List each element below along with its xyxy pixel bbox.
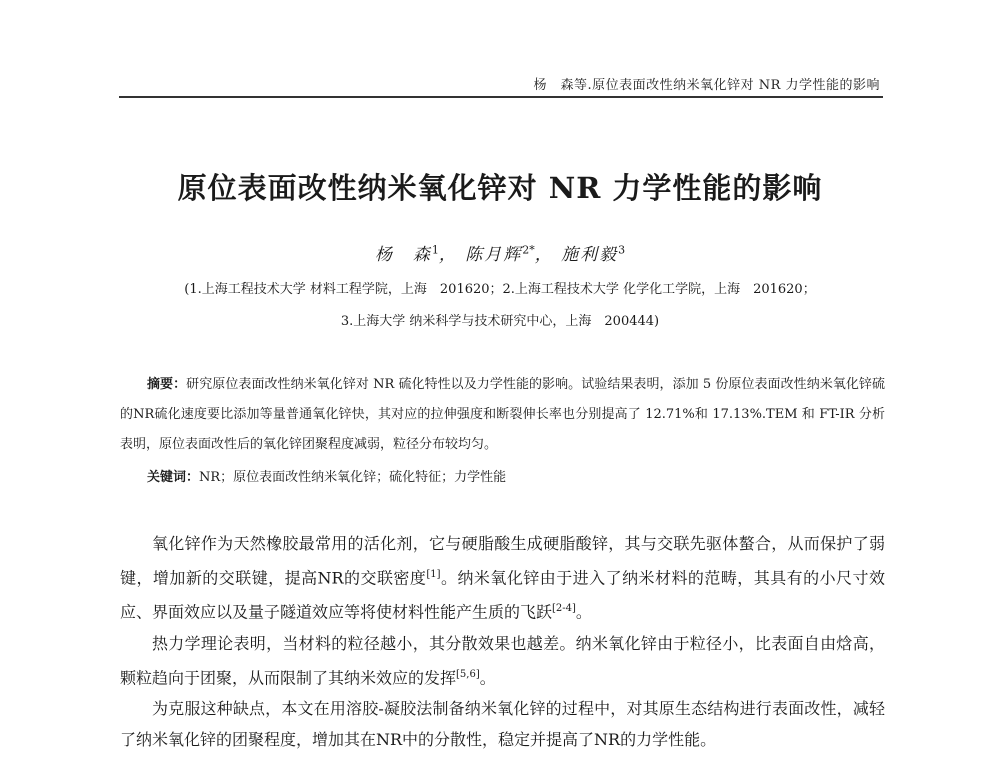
body-paragraph-2 [120,628,885,693]
body-text [120,528,885,755]
body-text-segment: 。 [479,667,496,687]
body-paragraph-1 [120,528,885,628]
abstract-text: 研究原位表面改性纳米氧化锌对 NR 硫化特性以及力学性能的影响。试验结果表明，添加 5 份原位表面改性纳米氧化锌硫的NR硫化速度要比添加等量普通氧化锌快，其对应的拉伸强度和断裂伸长率也分别提高了 12.71%和 17.13%.TEM 和 FT-IR 分析表明，原位表面改性后的氧化锌团聚程度减弱，粒径分布较均匀。 [120,377,885,452]
author-separator: ， [534,245,554,265]
body-text-segment: 热力学理论表明，当材料的粒径越小，其分散效果也越差。纳米氧化锌由于粒径小，比表面自由焓高，颗粒趋向于团聚，从而限制了其纳米效应的发挥 [120,633,885,687]
abstract-label: 摘要： [147,377,187,392]
author-name: 陈月辉 [465,245,523,265]
abstract [120,370,885,460]
keywords-text: NR；原位表面改性纳米氧化锌；硫化特征；力学性能 [199,470,507,485]
body-text-segment: 为克服这种缺点，本文在用溶胶-凝胶法制备纳米氧化锌的过程中，对其原生态结构进行表面改性，减轻了纳米氧化锌的团聚程度，增加其在NR中的分散性，稳定并提高了NR的力学性能。 [120,698,885,749]
keywords [147,466,506,485]
author-name: 施利毅 [561,245,619,265]
body-text-segment: 。 [575,602,592,622]
citation: [5,6] [456,668,480,680]
body-paragraph-3 [120,693,885,755]
author-affil-mark: 1 [431,243,439,257]
body-text-segment: 。纳米氧化锌由于进入了纳米材料的范畴，其具有的小尺寸效应、界面效应以及量子隧道效应等将使材料性能产生质的飞跃 [120,568,885,622]
author-affil-mark: 2* [522,243,535,257]
affiliation-line-2: 3.上海大学 纳米科学与技术研究中心，上海 200444) [340,314,660,329]
citation: [1] [426,569,441,580]
author-name: 杨 森 [374,245,432,265]
affiliation-line-1: (1.上海工程技术大学 材料工程学院，上海 201620；2.上海工程技术大学 化学化工学院，上海 201620； [184,282,816,297]
header-rule [119,96,883,98]
citation: [2-4] [552,603,576,615]
keywords-label: 关键词： [147,470,200,485]
author-separator: ， [438,245,458,265]
abstract-paragraph [120,370,885,460]
paper-title: 原位表面改性纳米氧化锌对 NR 力学性能的影响 [177,171,823,205]
body-text-segment: 氧化锌作为天然橡胶最常用的活化剂，它与硬脂酸生成硬脂酸锌，其与交联先驱体螯合，从而保护了弱键，增加新的交联键，提高NR的交联密度 [120,534,885,588]
author-affil-mark: 3 [618,243,626,257]
author-list [0,240,1000,265]
running-head: 杨 森等.原位表面改性纳米氧化锌对 NR 力学性能的影响 [533,78,880,93]
